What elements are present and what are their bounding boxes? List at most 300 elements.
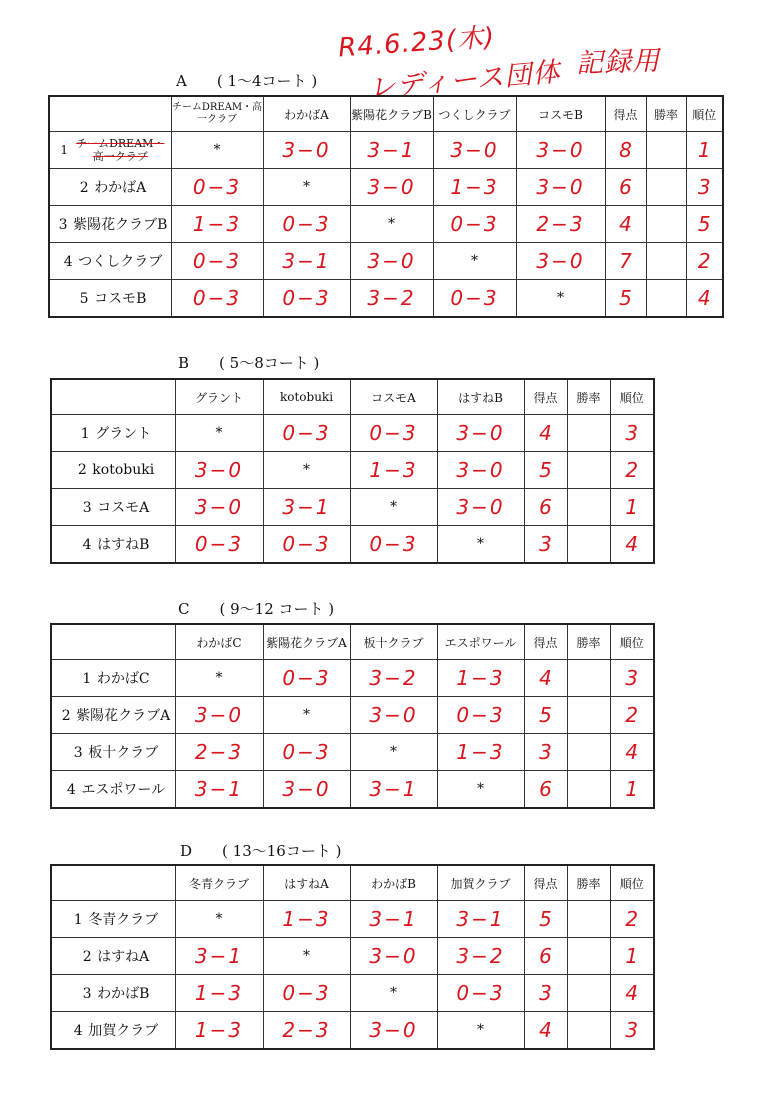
self-match-mark: *	[557, 289, 564, 306]
row-number: 4	[82, 536, 92, 553]
match-score: 3−0	[450, 138, 499, 162]
match-score-cell	[263, 132, 350, 169]
self-match-mark: *	[303, 462, 310, 478]
rank-cell	[610, 489, 654, 526]
match-score-cell	[437, 452, 524, 489]
self-match-mark: *	[215, 425, 223, 441]
rank-value: 1	[625, 944, 639, 968]
points-value: 3	[539, 740, 552, 764]
table-row	[51, 697, 654, 734]
win-rate-cell	[646, 280, 686, 317]
team-name: コスモA	[97, 500, 150, 516]
points-cell	[605, 280, 646, 317]
rank-cell	[686, 132, 723, 169]
column-header: 順位	[610, 865, 654, 901]
team-name: kotobuki	[92, 462, 155, 478]
column-header: はすねA	[263, 865, 350, 901]
rank-value: 4	[625, 740, 639, 764]
team-name-cell	[51, 660, 175, 697]
self-match-mark: *	[471, 253, 478, 269]
match-score: 0−3	[450, 212, 499, 236]
team-name-cell	[51, 526, 175, 563]
column-header: エスポワール	[437, 624, 524, 660]
match-score-cell	[433, 206, 516, 243]
match-score-cell	[175, 697, 263, 734]
match-score: 2−3	[194, 740, 244, 764]
row-number: 5	[79, 290, 89, 307]
corner-cell	[51, 624, 175, 660]
row-number: 3	[82, 500, 92, 516]
match-score-cell	[263, 526, 350, 563]
column-header: 得点	[605, 96, 646, 132]
column-header: はすねB	[437, 379, 524, 415]
match-score: 0−3	[450, 285, 499, 310]
points-cell	[524, 975, 567, 1012]
row-number: 2	[82, 949, 92, 965]
rank-cell	[686, 243, 723, 280]
rank-cell	[610, 771, 654, 808]
win-rate-cell	[567, 1012, 610, 1049]
team-name-cell	[51, 975, 175, 1012]
row-number: 3	[82, 986, 92, 1002]
table-row	[51, 901, 654, 938]
win-rate-cell	[567, 489, 610, 526]
row-number: 2	[77, 462, 87, 478]
match-score-cell	[350, 452, 437, 489]
row-number: 1	[82, 671, 92, 687]
team-name-cell	[51, 938, 175, 975]
team-name-cell	[49, 132, 171, 169]
self-match-mark: *	[477, 780, 484, 797]
match-score-cell	[350, 243, 433, 280]
team-name: チームDREAM・高一クラブ	[76, 137, 165, 163]
column-header: 得点	[524, 379, 567, 415]
rank-value: 2	[697, 249, 711, 273]
match-score: 1−3	[456, 740, 505, 764]
win-rate-cell	[567, 526, 610, 563]
row-number: 1	[73, 912, 83, 928]
match-score: 0−3	[282, 740, 331, 764]
points-value: 4	[619, 212, 632, 236]
points-value: 4	[539, 666, 552, 690]
match-score: 3−0	[536, 175, 585, 199]
match-score: 0−3	[282, 421, 331, 445]
table-row	[51, 734, 654, 771]
column-header: 勝率	[567, 865, 610, 901]
team-name-cell	[51, 697, 175, 734]
points-cell	[524, 489, 567, 526]
group-courts: ( 5〜8コート )	[219, 354, 320, 372]
match-score: 0−3	[456, 703, 505, 727]
row-number: 2	[79, 180, 89, 196]
match-score: 3−0	[369, 944, 418, 968]
rank-value: 3	[625, 1017, 639, 1042]
column-header: わかばA	[263, 96, 350, 132]
team-name-cell	[49, 243, 171, 280]
rank-value: 2	[625, 458, 639, 482]
points-cell	[605, 169, 646, 206]
points-value: 5	[539, 458, 552, 482]
group-d-label	[180, 840, 341, 861]
team-name: エスポワール	[81, 781, 166, 798]
self-match-mark: *	[215, 911, 223, 927]
match-score: 3−2	[369, 666, 418, 690]
self-match-mark: *	[303, 707, 310, 723]
match-score: 1−3	[282, 907, 331, 931]
match-score: 0−3	[192, 249, 242, 273]
match-score-cell	[437, 660, 524, 697]
win-rate-cell	[567, 771, 610, 808]
row-number: 3	[58, 217, 68, 233]
points-value: 5	[619, 285, 632, 310]
table-row	[51, 526, 654, 563]
match-score-cell	[263, 280, 350, 317]
match-score: 3−0	[282, 138, 331, 162]
points-cell	[524, 938, 567, 975]
win-rate-cell	[567, 697, 610, 734]
match-score-cell	[175, 1012, 263, 1049]
team-name-cell	[51, 1012, 175, 1049]
points-value: 5	[539, 703, 552, 727]
win-rate-cell	[567, 452, 610, 489]
win-rate-cell	[567, 975, 610, 1012]
rank-cell	[610, 1012, 654, 1049]
match-score: 1−3	[192, 212, 242, 236]
match-score: 3−1	[456, 907, 505, 931]
match-score-cell	[350, 938, 437, 975]
match-score: 2−3	[282, 1017, 331, 1042]
match-score-cell	[171, 243, 263, 280]
column-header: 順位	[686, 96, 723, 132]
group-a-label	[176, 70, 317, 91]
column-header: わかばC	[175, 624, 263, 660]
match-score-cell	[263, 975, 350, 1012]
match-score: 1−3	[194, 981, 244, 1005]
team-name: 紫陽花クラブA	[76, 708, 171, 724]
points-cell	[605, 243, 646, 280]
match-score-cell	[437, 734, 524, 771]
match-score: 3−0	[282, 776, 331, 801]
team-name-cell	[49, 280, 171, 317]
match-score-cell	[433, 132, 516, 169]
table-row	[51, 975, 654, 1012]
match-score-cell	[263, 489, 350, 526]
match-score-cell	[175, 734, 263, 771]
points-value: 4	[539, 1017, 552, 1042]
team-name-cell	[51, 489, 175, 526]
match-score-cell	[437, 415, 524, 452]
match-score-cell	[350, 660, 437, 697]
group-c-table	[50, 623, 655, 809]
team-name-cell	[51, 734, 175, 771]
team-name: 加賀クラブ	[88, 1022, 159, 1039]
table-row	[51, 938, 654, 975]
column-header: kotobuki	[263, 379, 350, 415]
row-number: 4	[66, 781, 76, 798]
self-match-cell	[175, 901, 263, 938]
rank-value: 3	[625, 421, 639, 445]
match-score-cell	[171, 169, 263, 206]
self-match-cell	[263, 452, 350, 489]
self-match-cell	[350, 489, 437, 526]
points-cell	[605, 132, 646, 169]
match-score-cell	[437, 975, 524, 1012]
self-match-cell	[516, 280, 605, 317]
match-score: 0−3	[192, 175, 242, 199]
self-match-mark: *	[213, 142, 221, 158]
match-score-cell	[350, 526, 437, 563]
match-score: 0−3	[282, 666, 331, 690]
team-name: はすねA	[97, 949, 150, 965]
rank-value: 1	[697, 138, 711, 162]
points-cell	[524, 697, 567, 734]
points-cell	[524, 901, 567, 938]
table-row	[51, 771, 654, 808]
group-a-table	[48, 95, 724, 318]
match-score: 3−0	[456, 495, 505, 519]
rank-cell	[610, 526, 654, 563]
self-match-cell	[437, 771, 524, 808]
match-score: 0−3	[282, 285, 331, 310]
rank-cell	[686, 280, 723, 317]
win-rate-cell	[646, 132, 686, 169]
match-score: 3−0	[369, 703, 418, 727]
match-score: 0−3	[369, 421, 418, 445]
table-row	[49, 132, 723, 169]
match-score-cell	[516, 206, 605, 243]
column-header: 勝率	[567, 624, 610, 660]
match-score-cell	[175, 771, 263, 808]
match-score-cell	[350, 280, 433, 317]
column-header: 勝率	[567, 379, 610, 415]
team-name-cell	[51, 771, 175, 808]
rank-value: 5	[697, 212, 711, 236]
match-score-cell	[350, 169, 433, 206]
win-rate-cell	[567, 415, 610, 452]
match-score: 3−2	[456, 944, 505, 968]
match-score: 3−0	[194, 703, 244, 727]
self-match-mark: *	[477, 1021, 484, 1038]
match-score-cell	[263, 243, 350, 280]
match-score-cell	[516, 243, 605, 280]
match-score-cell	[263, 206, 350, 243]
group-letter: C	[178, 600, 190, 618]
column-header: 冬青クラブ	[175, 865, 263, 901]
points-value: 6	[539, 495, 552, 519]
group-b-table	[50, 378, 655, 564]
column-header: 得点	[524, 865, 567, 901]
match-score: 0−3	[282, 531, 331, 556]
rank-value: 3	[625, 666, 639, 690]
match-score: 1−3	[194, 1017, 244, 1042]
win-rate-cell	[646, 243, 686, 280]
match-score-cell	[433, 280, 516, 317]
points-value: 6	[539, 944, 552, 968]
match-score: 3−1	[369, 907, 418, 931]
self-match-cell	[433, 243, 516, 280]
column-header: 紫陽花クラブB	[350, 96, 433, 132]
corner-cell	[51, 379, 175, 415]
match-score: 3−0	[367, 175, 416, 199]
team-name-cell	[49, 206, 171, 243]
points-cell	[524, 452, 567, 489]
table-row	[49, 280, 723, 317]
self-match-mark: *	[215, 670, 223, 686]
rank-cell	[610, 660, 654, 697]
match-score: 3−0	[194, 458, 244, 482]
points-value: 8	[619, 138, 632, 162]
points-cell	[524, 1012, 567, 1049]
self-match-mark: *	[388, 216, 395, 232]
team-name: はすねB	[97, 536, 150, 553]
match-score: 0−3	[369, 531, 418, 556]
points-cell	[524, 660, 567, 697]
self-match-cell	[175, 415, 263, 452]
match-score-cell	[516, 132, 605, 169]
match-score: 3−0	[367, 249, 416, 273]
match-score: 3−0	[456, 421, 505, 445]
match-score: 3−1	[282, 249, 331, 273]
points-value: 3	[539, 981, 552, 1005]
team-name: 板十クラブ	[88, 745, 159, 761]
corner-cell	[49, 96, 171, 132]
table-row	[49, 243, 723, 280]
win-rate-cell	[567, 901, 610, 938]
match-score: 1−3	[456, 666, 505, 690]
rank-cell	[610, 452, 654, 489]
match-score: 2−3	[536, 212, 585, 236]
match-score: 3−0	[536, 249, 585, 273]
group-b-label	[178, 352, 319, 373]
match-score-cell	[175, 489, 263, 526]
event-title-handwritten: レディース団体	[367, 56, 562, 105]
group-letter: D	[180, 842, 193, 860]
points-value: 3	[539, 531, 552, 556]
match-score-cell	[437, 938, 524, 975]
rank-cell	[610, 734, 654, 771]
group-courts: ( 1〜4コート )	[216, 72, 318, 90]
points-value: 6	[539, 776, 552, 801]
match-score-cell	[263, 901, 350, 938]
match-score: 3−1	[369, 776, 418, 801]
column-header: 得点	[524, 624, 567, 660]
table-row	[51, 1012, 654, 1049]
win-rate-cell	[646, 169, 686, 206]
win-rate-cell	[646, 206, 686, 243]
match-score-cell	[516, 169, 605, 206]
win-rate-cell	[567, 660, 610, 697]
table-row	[51, 452, 654, 489]
match-score-cell	[437, 489, 524, 526]
table-row	[49, 206, 723, 243]
rank-cell	[610, 901, 654, 938]
match-score: 3−1	[367, 138, 416, 162]
row-number: 2	[61, 708, 71, 724]
match-score-cell	[263, 660, 350, 697]
match-score-cell	[350, 415, 437, 452]
row-number: 1	[60, 142, 69, 157]
match-score-cell	[350, 901, 437, 938]
self-match-cell	[175, 660, 263, 697]
group-c-label	[178, 598, 334, 619]
column-header: 紫陽花クラブA	[263, 624, 350, 660]
column-header: わかばB	[350, 865, 437, 901]
team-name-cell	[51, 901, 175, 938]
column-header: 順位	[610, 379, 654, 415]
match-score: 0−3	[282, 981, 331, 1005]
win-rate-cell	[567, 734, 610, 771]
match-score-cell	[263, 1012, 350, 1049]
match-score: 1−3	[369, 458, 418, 482]
rank-value: 1	[625, 495, 639, 519]
points-cell	[524, 415, 567, 452]
match-score-cell	[175, 975, 263, 1012]
match-score: 1−3	[450, 175, 499, 199]
win-rate-cell	[567, 938, 610, 975]
match-score: 0−3	[282, 212, 331, 236]
self-match-mark: *	[477, 535, 484, 552]
match-score: 3−1	[194, 944, 244, 968]
match-score: 0−3	[456, 981, 505, 1005]
column-header: 勝率	[646, 96, 686, 132]
rank-cell	[610, 415, 654, 452]
rank-cell	[610, 975, 654, 1012]
group-letter: A	[176, 72, 187, 90]
self-match-mark: *	[303, 948, 310, 964]
table-row	[51, 489, 654, 526]
column-header: つくしクラブ	[433, 96, 516, 132]
match-score-cell	[175, 452, 263, 489]
rank-cell	[610, 938, 654, 975]
team-name: 冬青クラブ	[88, 912, 159, 928]
group-d-table	[50, 864, 655, 1050]
self-match-mark: *	[390, 499, 397, 515]
match-score: 3−2	[367, 285, 416, 310]
team-name: グラント	[95, 426, 152, 442]
self-match-mark: *	[390, 744, 397, 760]
rank-value: 4	[625, 981, 639, 1005]
points-cell	[524, 526, 567, 563]
self-match-cell	[350, 206, 433, 243]
match-score-cell	[350, 771, 437, 808]
self-match-cell	[171, 132, 263, 169]
points-cell	[605, 206, 646, 243]
team-name: わかばC	[96, 671, 150, 687]
match-score-cell	[171, 206, 263, 243]
team-name: 紫陽花クラブB	[73, 217, 168, 233]
points-cell	[524, 734, 567, 771]
match-score: 3−1	[194, 776, 244, 801]
table-row	[49, 169, 723, 206]
match-score-cell	[175, 526, 263, 563]
match-score: 0−3	[192, 285, 242, 310]
points-value: 6	[619, 175, 632, 199]
match-score: 3−0	[536, 138, 585, 162]
rank-value: 1	[625, 776, 639, 801]
match-score-cell	[175, 938, 263, 975]
column-header: 順位	[610, 624, 654, 660]
column-header: チームDREAM・高一クラブ	[171, 96, 263, 132]
match-score-cell	[437, 901, 524, 938]
match-score-cell	[433, 169, 516, 206]
self-match-cell	[350, 734, 437, 771]
points-value: 5	[539, 907, 552, 931]
rank-cell	[610, 697, 654, 734]
row-number: 4	[73, 1022, 83, 1039]
match-score-cell	[350, 697, 437, 734]
column-header: 加賀クラブ	[437, 865, 524, 901]
team-name-cell	[51, 452, 175, 489]
